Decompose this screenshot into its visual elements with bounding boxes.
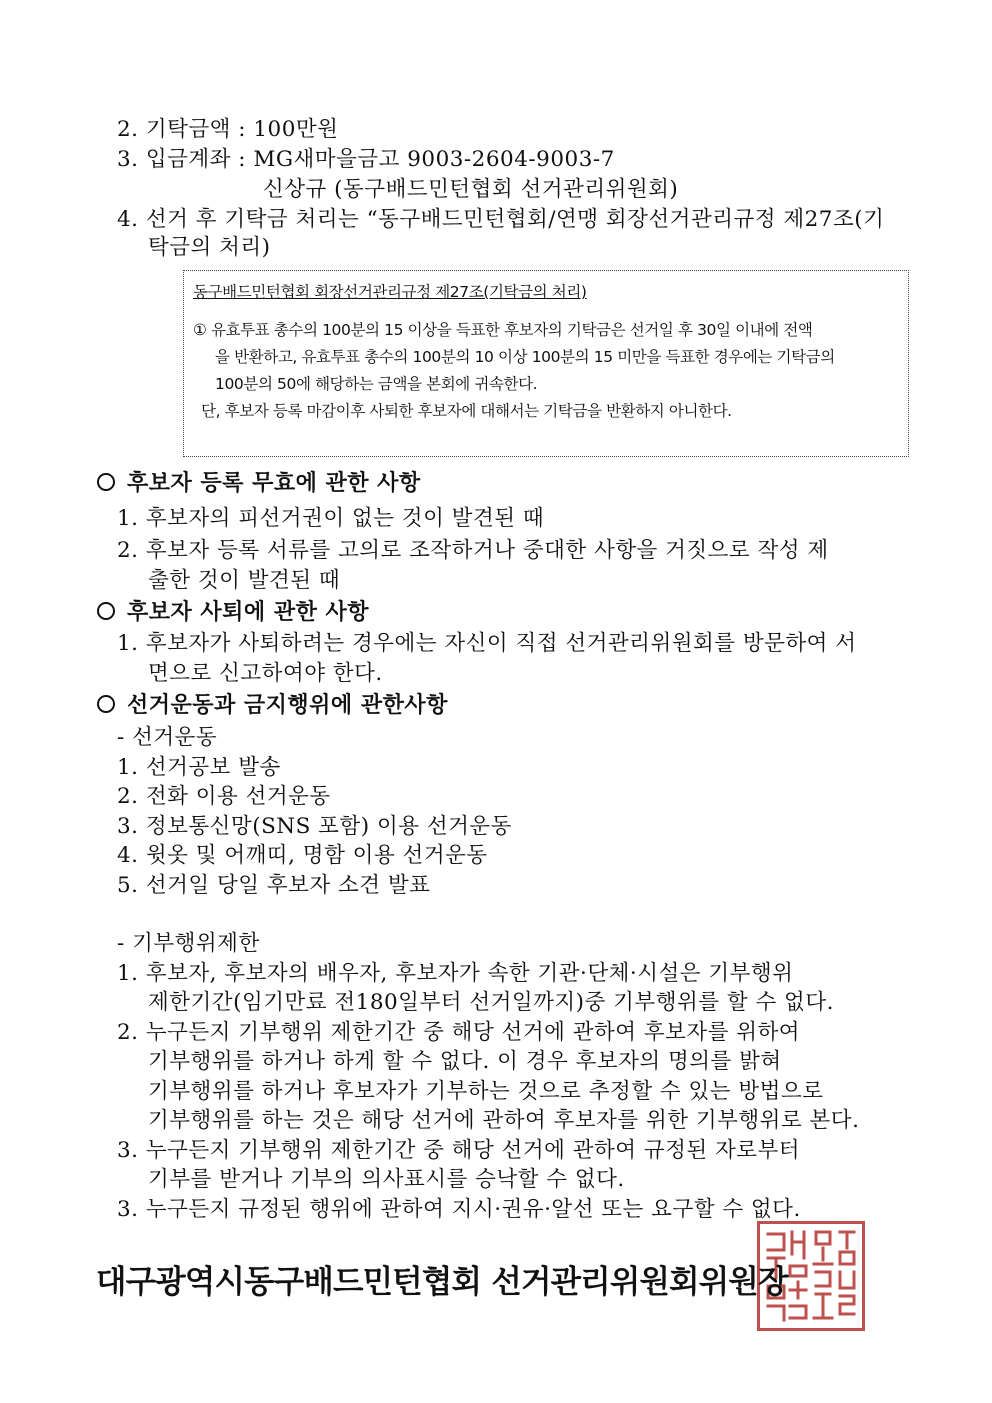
resign-item-1: 1. 후보자가 사퇴하려는 경우에는 자신이 직접 선거관리위원회를 방문하여 서	[117, 631, 857, 656]
donation-item-2-cont: 기부행위를 하거나 하게 할 수 없다. 이 경우 후보자의 명의를 밝혀	[148, 1049, 782, 1074]
deposit-refund-text: 4. 선거 후 기탁금 처리는 “동구배드민턴협회/연맹 회장선거관리규정 제27조(기	[117, 207, 885, 232]
section-heading-invalid: 후보자 등록 무효에 관한 사항	[97, 469, 421, 499]
rule-paragraph-1-line-3: 100분의 50에 해당하는 금액을 본회에 귀속한다.	[215, 375, 538, 393]
campaign-item: 3. 정보통신망(SNS 포함) 이용 선거운동	[117, 814, 512, 839]
donation-item-2: 2. 누구든지 기부행위 제한기간 중 해당 선거에 관하여 후보자를 위하여	[117, 1020, 801, 1045]
donation-item-3: 3. 누구든지 기부행위 제한기간 중 해당 선거에 관하여 규정된 자로부터	[117, 1138, 801, 1163]
deposit-refund-item-cont: 탁금의 처리)	[148, 235, 271, 260]
donation-item-1-cont: 제한기간(임기만료 전180일부터 선거일까지)중 기부행위를 할 수 없다.	[148, 990, 834, 1015]
section-heading-resign: 후보자 사퇴에 관한 사항	[97, 598, 369, 628]
rule-paragraph-1-line-2: 을 반환하고, 유효투표 총수의 100분의 10 이상 100분의 15 미만을 득표한 경우에는 기탁금의	[215, 348, 835, 366]
donation-item-4: 3. 누구든지 규정된 행위에 관하여 지시·권유·알선 또는 요구할 수 없다.	[117, 1197, 801, 1222]
campaign-item: 1. 선거공보 발송	[117, 755, 281, 780]
rule-title: 동구배드민턴협회 회장선거관리규정 제27조(기탁금의 처리)	[193, 283, 587, 301]
invalid-item-2-cont: 출한 것이 발견된 때	[148, 568, 341, 593]
circle-bullet-icon	[97, 695, 115, 713]
campaign-item: 2. 전화 이용 선거운동	[117, 784, 331, 809]
donation-subheading: - 기부행위제한	[117, 931, 260, 956]
deposit-account-holder: 신상규 (동구배드민턴협회 선거관리위원회)	[263, 177, 679, 202]
donation-item-2-cont: 기부행위를 하는 것은 해당 선거에 관하여 후보자를 위한 기부행위로 본다.	[148, 1108, 860, 1133]
deposit-amount-item: 2. 기탁금액 : 100만원	[117, 117, 339, 142]
donation-item-2-cont: 기부행위를 하거나 후보자가 기부하는 것으로 추정할 수 있는 방법으로	[148, 1079, 824, 1104]
deposit-account-item: 3. 입금계좌 : MG새마을금고 9003-2604-9003-7	[117, 147, 615, 172]
deposit-refund-item	[117, 205, 919, 235]
rule-paragraph-1-line-1: ① 유효투표 총수의 100분의 15 이상을 득표한 후보자의 기탁금은 선거일 후 30일 이내에 전액	[193, 321, 813, 339]
campaign-item: 4. 윗옷 및 어깨띠, 명함 이용 선거운동	[117, 843, 488, 868]
invalid-item-1: 1. 후보자의 피선거권이 없는 것이 발견된 때	[117, 506, 545, 531]
donation-item-3-cont: 기부를 받거나 기부의 의사표시를 승낙할 수 없다.	[148, 1167, 625, 1192]
section-heading-campaign: 선거운동과 금지행위에 관한사항	[97, 691, 448, 721]
resign-item-1-cont: 면으로 신고하여야 한다.	[148, 661, 383, 686]
rule-quote-box	[183, 270, 909, 457]
rule-paragraph-2: 단, 후보자 등록 마감이후 사퇴한 후보자에 대해서는 기탁금을 반환하지 아니한다.	[201, 402, 732, 420]
circle-bullet-icon	[97, 473, 115, 491]
campaign-item: 5. 선거일 당일 후보자 소견 발표	[117, 873, 431, 898]
donation-item-1: 1. 후보자, 후보자의 배우자, 후보자가 속한 기관·단체·시설은 기부행위	[117, 961, 794, 986]
invalid-item-2: 2. 후보자 등록 서류를 고의로 조작하거나 중대한 사항을 거짓으로 작성 제	[117, 538, 829, 563]
circle-bullet-icon	[97, 602, 115, 620]
campaign-subheading: - 선거운동	[117, 725, 218, 750]
signature-title: 대구광역시동구배드민턴협회 선거관리위원회위원장	[96, 1264, 788, 1300]
